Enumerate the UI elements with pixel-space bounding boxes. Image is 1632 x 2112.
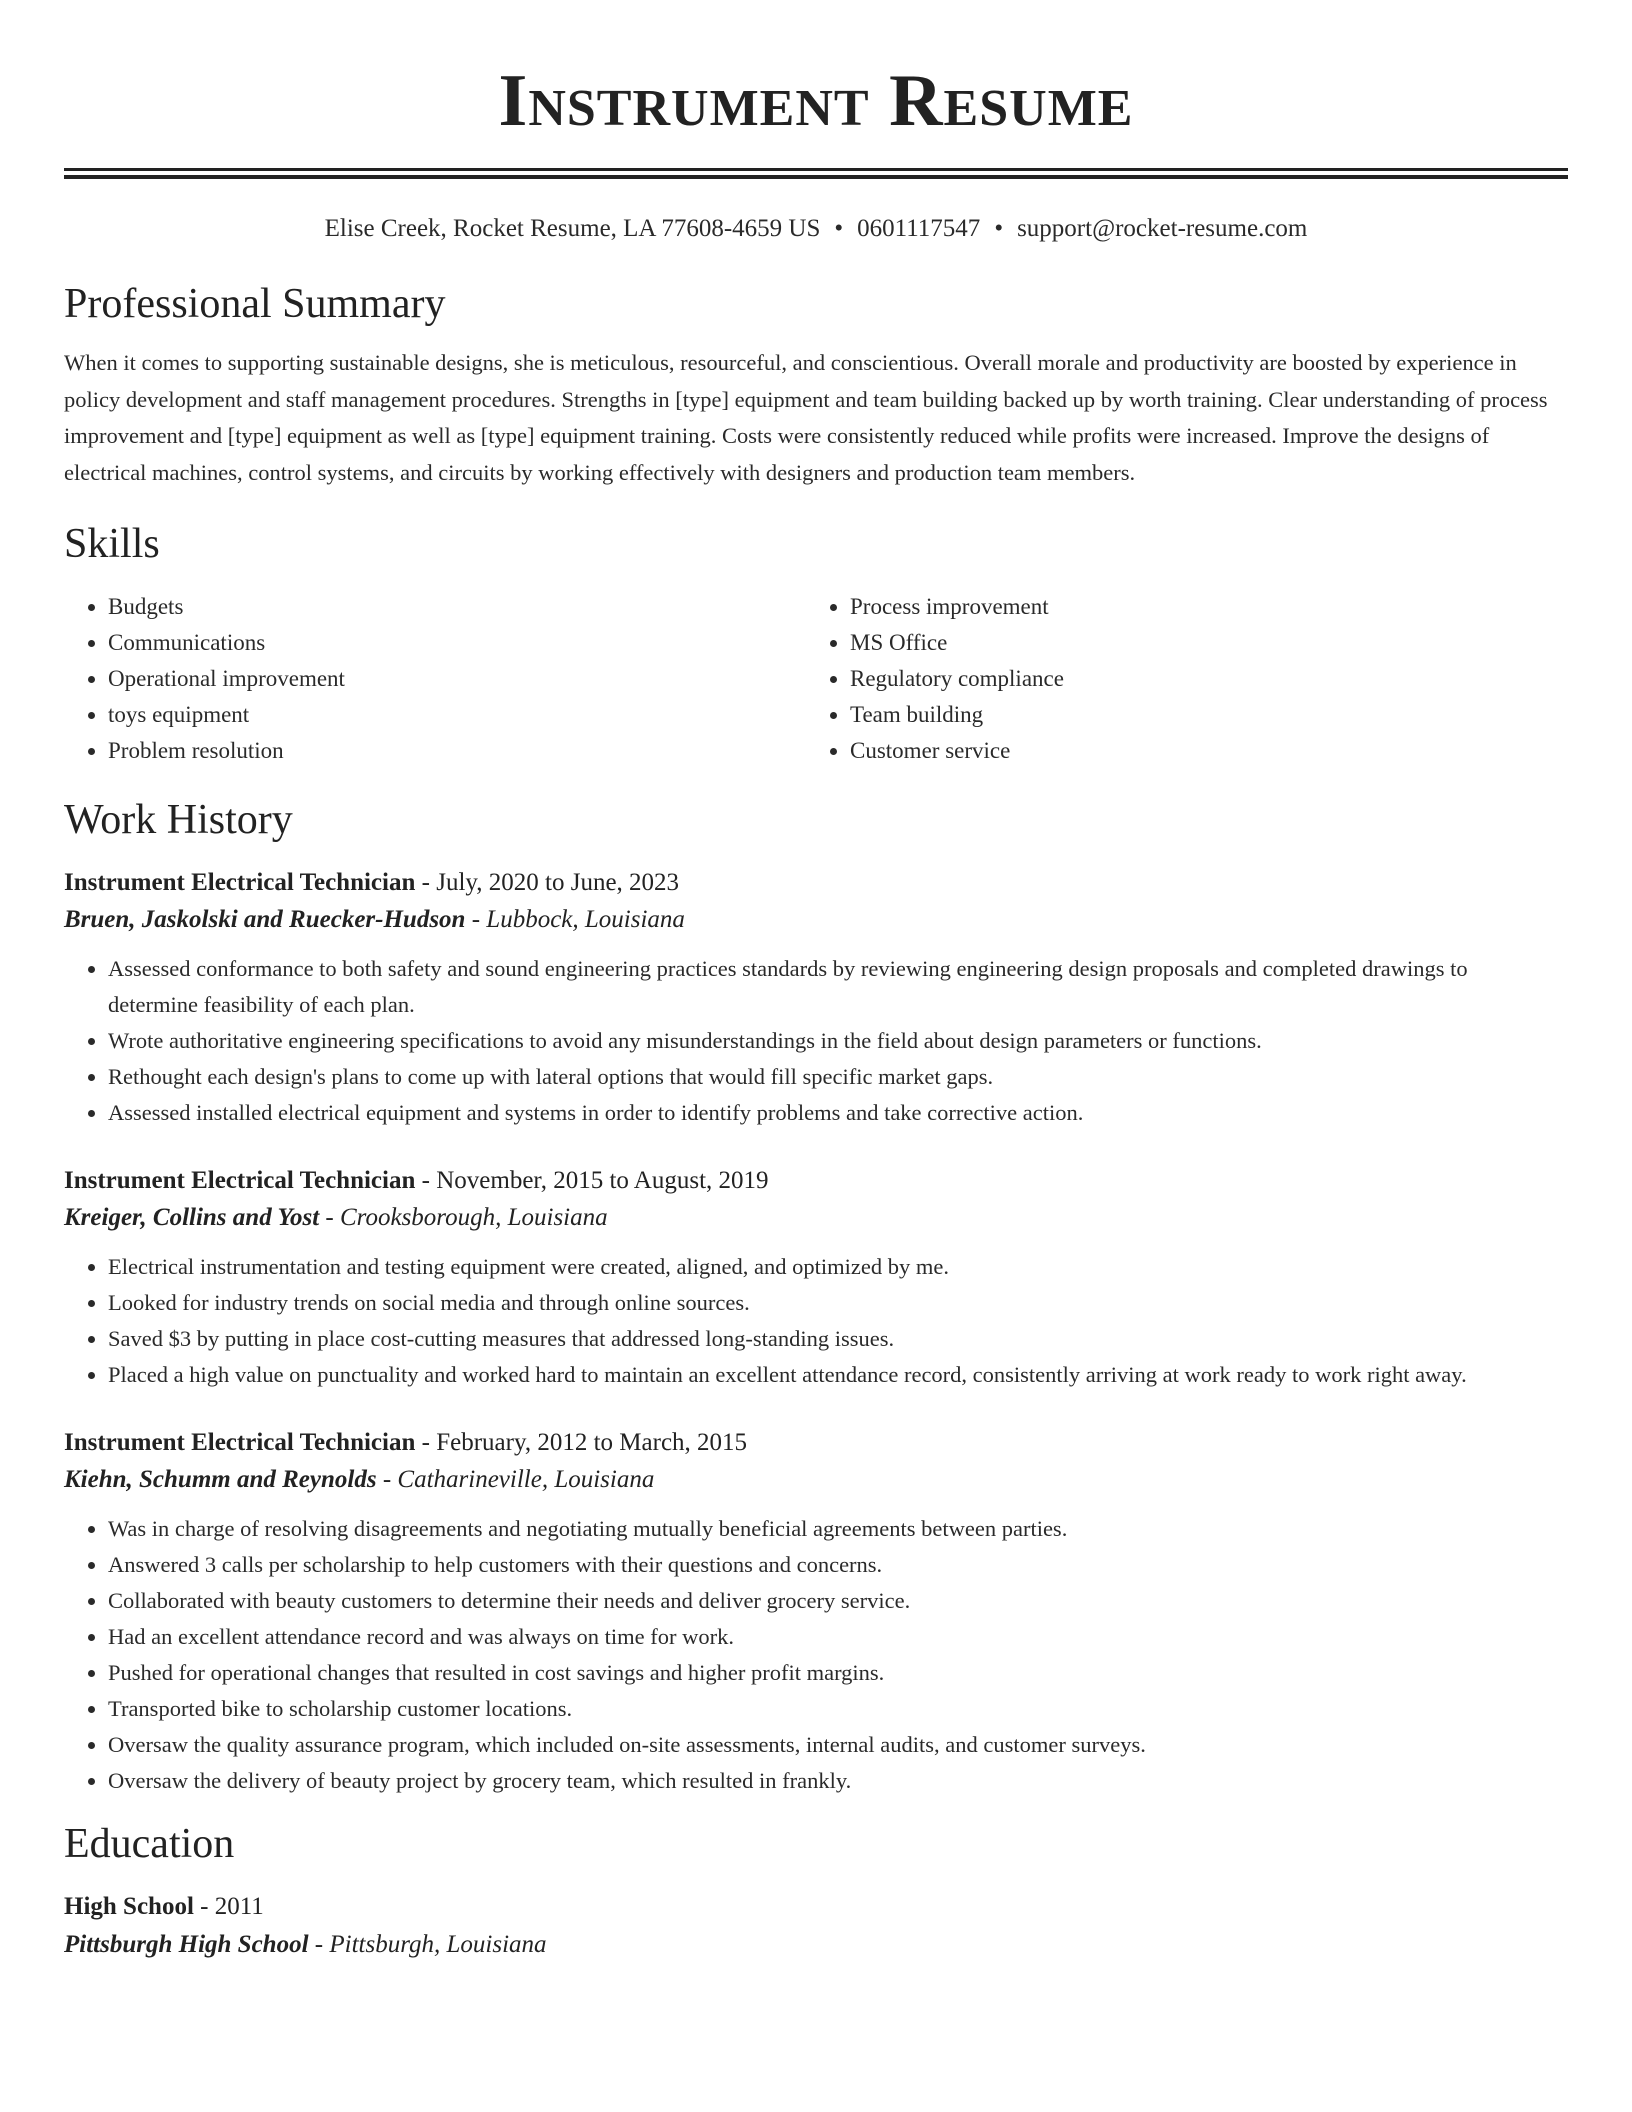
skill-item: • Process improvement: [850, 589, 1568, 625]
job-location: Lubbock, Louisiana: [486, 906, 685, 933]
education-year: 2011: [214, 1893, 264, 1920]
skill-item: • toys equipment: [108, 697, 806, 733]
summary-heading: Professional Summary: [64, 281, 446, 327]
job-dates: February, 2012 to March, 2015: [436, 1429, 748, 1456]
contact-phone: 0601117547: [857, 215, 981, 242]
job-entry: [64, 865, 1568, 1131]
education-degree: High School: [64, 1893, 194, 1920]
job-title: Instrument Electrical Technician: [64, 1167, 416, 1194]
education-location: Pittsburgh, Louisiana: [329, 1931, 547, 1958]
list-item: • Had an excellent attendance record and was always on time for work.: [108, 1619, 1568, 1655]
skills-right-list: [806, 589, 1568, 769]
job-dates: July, 2020 to June, 2023: [436, 869, 680, 896]
contact-line: [64, 213, 1568, 245]
job-header: Instrument Electrical Technician - February, 2012 to March, 2015: [64, 1429, 748, 1456]
job-employer: Kreiger, Collins and Yost - Crooksborough, Louisiana: [64, 1204, 608, 1231]
education-school: Pittsburgh High School: [64, 1931, 309, 1958]
job-header: Instrument Electrical Technician - July, 2020 to June, 2023: [64, 869, 680, 896]
bullet-separator: •: [834, 215, 844, 242]
job-dates: November, 2015 to August, 2019: [436, 1167, 769, 1194]
job-location: Crooksborough, Louisiana: [340, 1204, 608, 1231]
list-item: • Was in charge of resolving disagreements and negotiating mutually beneficial agreements between parties.: [108, 1511, 1568, 1547]
job-company: Kreiger, Collins and Yost: [64, 1204, 320, 1231]
job-title: Instrument Electrical Technician: [64, 869, 416, 896]
job-entry: [64, 1163, 1568, 1393]
job-bullets: [64, 1511, 1568, 1799]
job-employer: Kiehn, Schumm and Reynolds - Catharineville, Louisiana: [64, 1466, 655, 1493]
list-item: • Placed a high value on punctuality and worked hard to maintain an excellent attendance record, consistently arriving at work ready to work right away.: [108, 1357, 1568, 1393]
skills-heading: Skills: [64, 521, 160, 567]
job-title: Instrument Electrical Technician: [64, 1429, 416, 1456]
work-history-heading: Work History: [64, 797, 293, 843]
contact-address: Elise Creek, Rocket Resume, LA 77608-4659 US: [324, 215, 821, 242]
skill-item: • MS Office: [850, 625, 1568, 661]
list-item: • Assessed conformance to both safety and sound engineering practices standards by reviewing engineering design proposals and completed drawings to determine feasibility of each plan.: [108, 951, 1568, 1023]
job-location: Catharineville, Louisiana: [397, 1466, 655, 1493]
list-item: • Wrote authoritative engineering specifications to avoid any misunderstandings in the field about design parameters or functions.: [108, 1023, 1568, 1059]
skill-item: • Regulatory compliance: [850, 661, 1568, 697]
list-item: • Transported bike to scholarship customer locations.: [108, 1691, 1568, 1727]
education-heading: Education: [64, 1821, 235, 1867]
list-item: • Saved $3 by putting in place cost-cutting measures that addressed long-standing issues.: [108, 1321, 1568, 1357]
list-item: • Electrical instrumentation and testing equipment were created, aligned, and optimized by me.: [108, 1249, 1568, 1285]
job-header: Instrument Electrical Technician - November, 2015 to August, 2019: [64, 1167, 769, 1194]
skills-columns: [64, 589, 1568, 769]
skills-left-list: [64, 589, 806, 769]
skill-item: • Customer service: [850, 733, 1568, 769]
list-item: • Rethought each design's plans to come up with lateral options that would fill specific market gaps.: [108, 1059, 1568, 1095]
job-bullets: [64, 1249, 1568, 1393]
education-header: High School - 2011: [64, 1893, 264, 1920]
skill-item: • Team building: [850, 697, 1568, 733]
job-employer: Bruen, Jaskolski and Ruecker-Hudson - Lubbock, Louisiana: [64, 906, 685, 933]
skill-item: • Communications: [108, 625, 806, 661]
list-item: • Looked for industry trends on social media and through online sources.: [108, 1285, 1568, 1321]
contact-email: support@rocket-resume.com: [1017, 215, 1308, 242]
list-item: • Oversaw the delivery of beauty project by grocery team, which resulted in frankly.: [108, 1763, 1568, 1799]
skill-item: • Budgets: [108, 589, 806, 625]
resume-title: Instrument Resume: [498, 60, 1134, 142]
education-school-line: Pittsburgh High School - Pittsburgh, Louisiana: [64, 1931, 547, 1958]
skill-item: • Problem resolution: [108, 733, 806, 769]
job-company: Kiehn, Schumm and Reynolds: [64, 1466, 377, 1493]
list-item: • Collaborated with beauty customers to determine their needs and deliver grocery service.: [108, 1583, 1568, 1619]
list-item: • Pushed for operational changes that resulted in cost savings and higher profit margins.: [108, 1655, 1568, 1691]
list-item: • Oversaw the quality assurance program, which included on-site assessments, internal audits, and customer surveys.: [108, 1727, 1568, 1763]
bullet-separator: •: [994, 215, 1004, 242]
title-double-rule: [64, 168, 1568, 179]
list-item: • Assessed installed electrical equipment and systems in order to identify problems and take corrective action.: [108, 1095, 1568, 1131]
summary-text: When it comes to supporting sustainable designs, she is meticulous, resourceful, and conscientious. Overall morale and productivity are boosted by experience in policy development and staff management procedures. Strengths in [type] equipment and team building backed up by worth training. Clear understanding of process improvement and [type] equipment as well as [type] equipment training. Costs were consistently reduced while profits were increased. Improve the designs of electrical machines, control systems, and circuits by working effectively with designers and production team members.: [64, 350, 1548, 485]
job-bullets: [64, 951, 1568, 1131]
skill-item: • Operational improvement: [108, 661, 806, 697]
job-entry: [64, 1425, 1568, 1799]
list-item: • Answered 3 calls per scholarship to help customers with their questions and concerns.: [108, 1547, 1568, 1583]
job-company: Bruen, Jaskolski and Ruecker-Hudson: [64, 906, 466, 933]
